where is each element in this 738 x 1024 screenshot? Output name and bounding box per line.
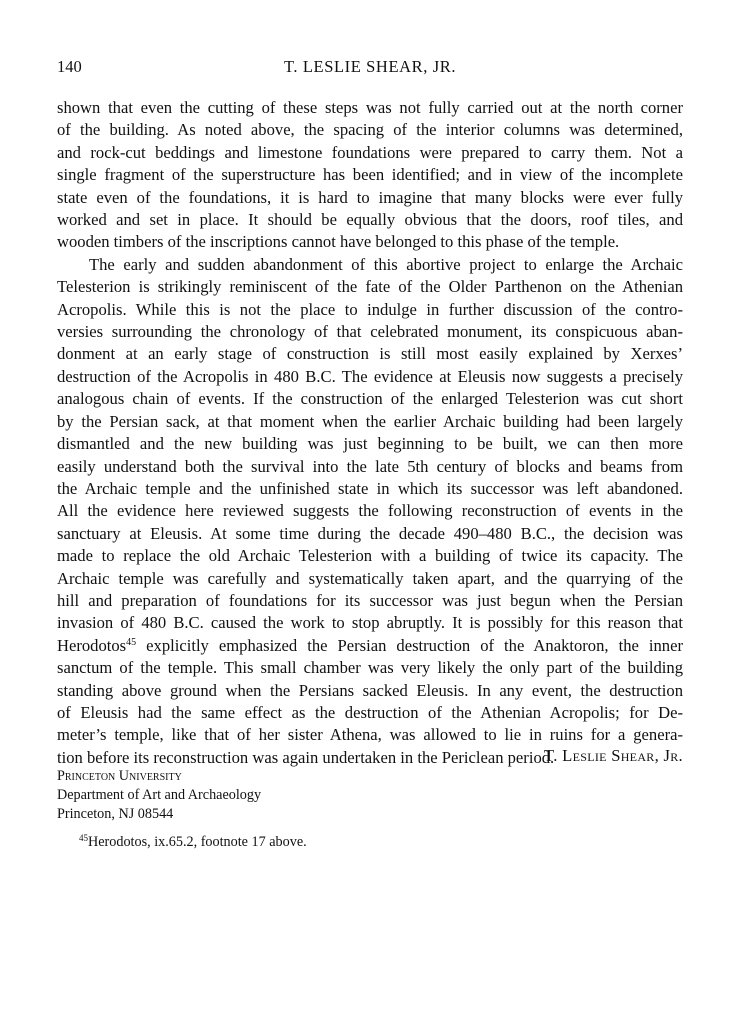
- footnote-text: Herodotos, ix.65.2, footnote 17 above.: [88, 834, 307, 850]
- text-line: hill and preparation of foundations for its successor was just begun when the Persian: [57, 590, 683, 610]
- body-text: [57, 97, 683, 769]
- footnote-reference: 45: [126, 636, 137, 648]
- footnote-number: 45: [79, 833, 88, 843]
- text-line: The early and sudden abandonment of this abortive project to enlarge the Archaic: [89, 254, 683, 274]
- text-line: sanctum of the temple. This small chamber was very likely the only part of the building: [57, 658, 683, 678]
- text-line: sanctuary at Eleusis. At some time during the decade 490–480 B.C., the decision was: [57, 523, 683, 543]
- text-line: invasion of 480 B.C. caused the work to stop abruptly. It is possibly for this reason that: [57, 613, 683, 633]
- text-line: single fragment of the superstructure has been identified; and in view of the incomplete: [57, 165, 683, 185]
- document-page: [57, 0, 683, 1024]
- footnote: [79, 834, 307, 851]
- text-line: easily understand both the survival into the late 5th century of blocks and beams from: [57, 456, 683, 476]
- text-line: wooden timbers of the inscriptions cannot have belonged to this phase of the temple.: [57, 232, 620, 252]
- text-line: and rock-cut beddings and limestone foundations were prepared to carry them. Not a: [57, 142, 683, 162]
- department-name: Department of Art and Archaeology: [57, 787, 262, 803]
- university-name: Princeton University: [57, 768, 182, 784]
- text-line: analogous chain of events. If the construction of the enlarged Telesterion was cut short: [57, 389, 683, 409]
- address: Princeton, NJ 08544: [57, 806, 174, 822]
- text-line: worked and set in place. It should be equally obvious that the doors, roof tiles, and: [57, 210, 683, 230]
- text-line: shown that even the cutting of these steps was not fully carried out at the north corner: [57, 98, 683, 117]
- text-fragment: explicitly emphasized the Persian destruction of the Anaktoron, the inner: [136, 635, 683, 655]
- text-line: of the building. As noted above, the spacing of the interior columns was determined,: [57, 120, 683, 140]
- text-line: donment at an early stage of construction is still most easily explained by Xerxes’: [57, 344, 683, 364]
- text-line: the Archaic temple and the unfinished state in which its successor was left abandoned.: [57, 478, 683, 498]
- paragraph-1: [57, 97, 683, 254]
- text-line: Archaic temple was carefully and systematically taken apart, and the quarrying of the: [57, 568, 683, 588]
- text-line: dismantled and the new building was just beginning to be built, we can then more: [57, 434, 683, 454]
- text-line: state even of the foundations, it is hard to imagine that many blocks were ever fully: [57, 187, 683, 207]
- text-line: meter’s temple, like that of her sister Athena, was allowed to lie in ruins for a genera-: [57, 725, 683, 745]
- author-signature: T. Leslie Shear, Jr.: [544, 746, 683, 765]
- author-affiliation: [57, 767, 261, 824]
- paragraph-2: [57, 254, 683, 769]
- text-line-with-footnote-ref: [57, 635, 683, 657]
- page-header: [57, 57, 683, 79]
- text-line: by the Persian sack, at that moment when the earlier Archaic building had been largely: [57, 411, 683, 431]
- text-line: destruction of the Acropolis in 480 B.C. The evidence at Eleusis now suggests a precisely: [57, 366, 683, 386]
- text-line: Telesterion is strikingly reminiscent of the fate of the Older Parthenon on the Athenian: [57, 277, 683, 297]
- text-line: of Eleusis had the same effect as the destruction of the Athenian Acropolis; for De-: [57, 702, 683, 722]
- text-line: standing above ground when the Persians sacked Eleusis. In any event, the destruction: [57, 680, 683, 700]
- text-fragment: Herodotos: [57, 635, 127, 655]
- text-line: tion before its reconstruction was again undertaken in the Periclean period.: [57, 747, 555, 767]
- text-line: Acropolis. While this is not the place to indulge in further discussion of the contro-: [57, 299, 683, 319]
- text-line: made to replace the old Archaic Telesterion with a building of twice its capacity. The: [57, 546, 683, 566]
- page-number: 140: [57, 57, 82, 76]
- text-line: All the evidence here reviewed suggests the following reconstruction of events in the: [57, 501, 683, 521]
- running-head: T. LESLIE SHEAR, JR.: [283, 57, 457, 76]
- text-line: versies surrounding the chronology of that celebrated monument, its conspicuous aban-: [57, 322, 683, 342]
